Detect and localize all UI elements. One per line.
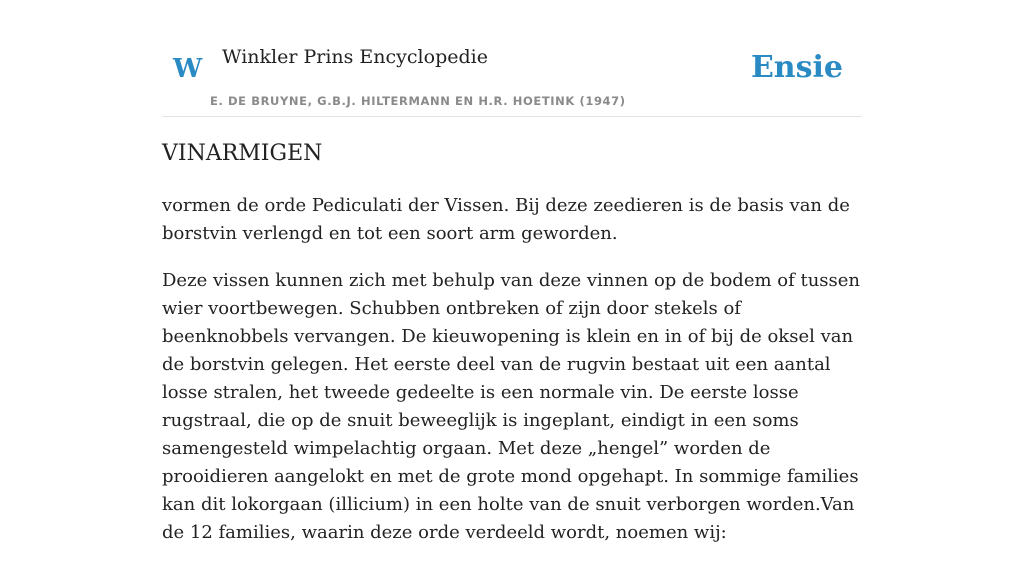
entry-paragraph: vormen de orde Pediculati der Vissen. Bij deze zeedieren is de basis van de borstvin verlengd en tot een soort arm geworden. <box>162 195 850 244</box>
book-authors: E. DE BRUYNE, G.B.J. HILTERMANN EN H.R. HOETINK (1947) <box>210 94 626 108</box>
page-header <box>162 0 862 117</box>
ensie-logo-link[interactable]: Ensie <box>750 50 843 85</box>
winkler-prins-logo[interactable]: W <box>173 54 203 84</box>
book-title-link[interactable]: Winkler Prins Encyclopedie <box>222 46 488 68</box>
entry-paragraph: Deze vissen kunnen zich met behulp van deze vinnen op de bodem of tussen wier voortbewegen. Schubben ontbreken of zijn door stekels of beenknobbels vervangen. De kieuwopening is klein en in of bij de oksel van de borstvin gelegen. Het eerste deel van de rugvin bestaat uit een aantal losse stralen, het tweede gedeelte is een normale vin. De eerste losse rugstraal, die op de snuit beweeglijk is ingeplant, eindigt in een soms samengesteld wimpelachtig orgaan. Met deze „hengel” worden de prooidieren aangelokt en met de grote mond opgehapt. In sommige families kan dit lokorgaan (illicium) in een holte van de snuit verborgen worden.Van de 12 families, waarin deze orde verdeeld wordt, noemen wij: <box>162 270 861 543</box>
entry-body <box>162 192 862 566</box>
entry-title: VINARMIGEN <box>162 141 323 166</box>
